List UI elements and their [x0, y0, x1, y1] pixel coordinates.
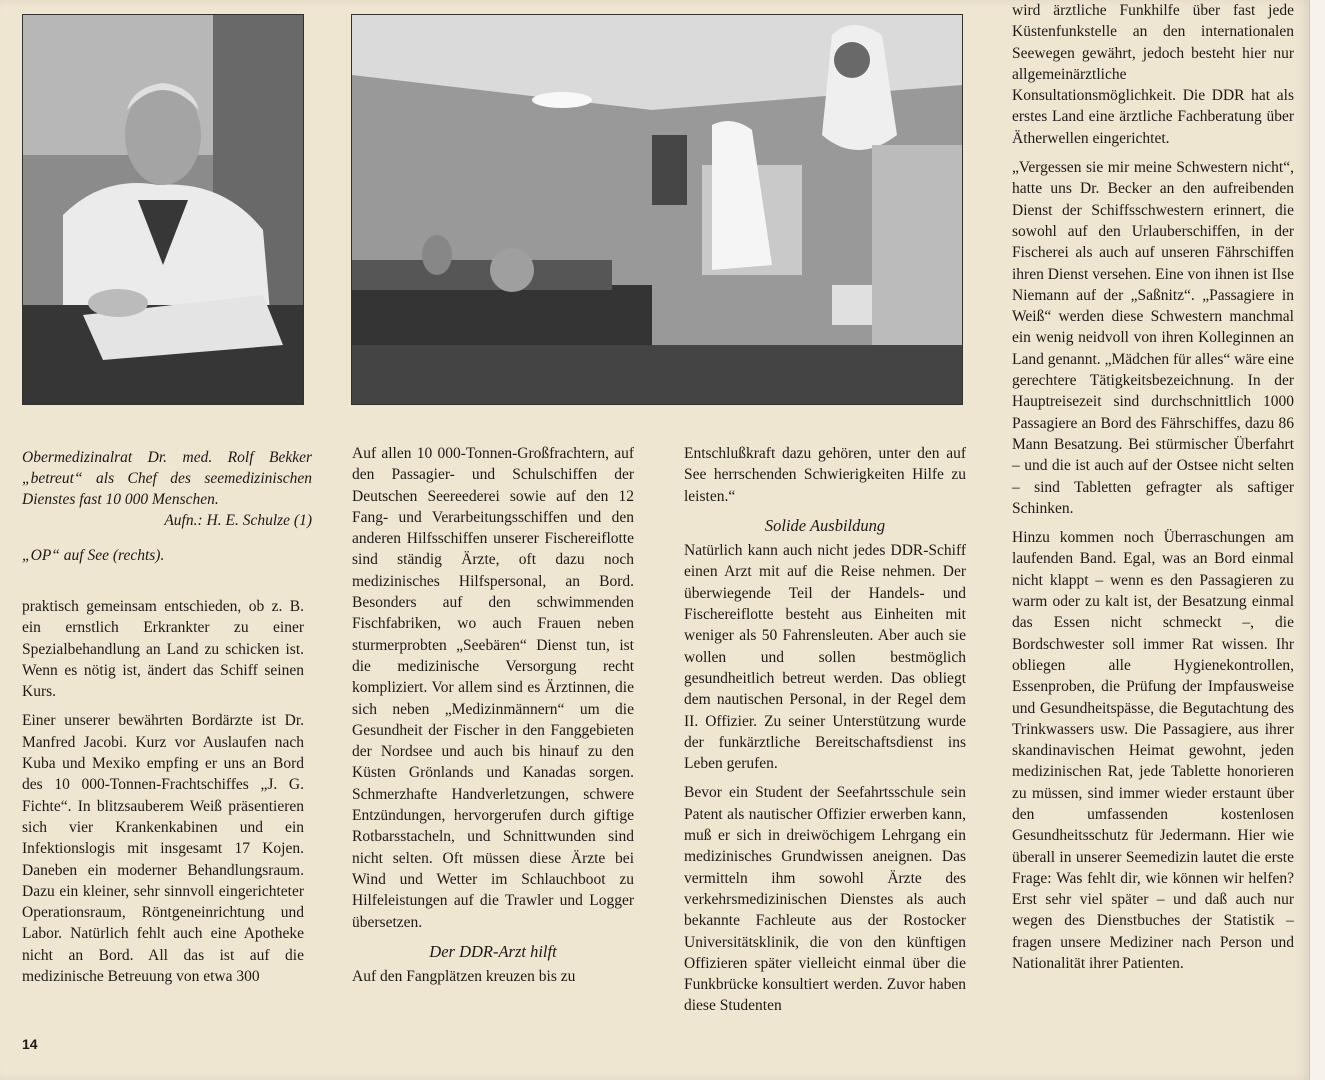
paragraph: Auf allen 10 000-Tonnen-Großfrachtern, auf den Passagier- und Schulschiffen der Deutschen Seereederei sowie auf den 12 Fang- und Verarbeitungsschiffen und den anderen Hilfsschiffen unserer Fischereiflotte sind ständig Ärzte, oft dazu noch medizinisches Hilfspersonal, an Bord. Besonders auf den schwimmenden Fischfabriken, wo auch Frauen neben sturmerprobten „Seebären“ Dienst tun, ist die medizinische Versorgung recht kompliziert. Vor allem sind es Ärztinnen, die sich neben „Medizinmännern“ um die Gesundheit der Fischer in den Fanggebieten der Nordsee und auch bis hinauf zu den Küsten Grönlands und Kanadas sorgen. Schmerzhafte Handverletzungen, schwere Entzündungen, hervorgerufen durch giftige Rotbarsstacheln, und Schnittwunden sind nicht selten. Oft müssen diese Ärzte bei Wind und Wetter im Schlauchboot zu Hilfeleistungen auf die Trawler und Logger übersetzen. [352, 445, 634, 931]
text-column-1 [22, 596, 304, 995]
paragraph: praktisch gemeinsam entschieden, ob z. B. ein ernstlich Erkrankter zu einer Spezialbehandlung an Land zu schicken ist. Wenn es nötig ist, ändert das Schiff seinen Kurs. [22, 598, 304, 701]
text-column-2 [352, 443, 634, 995]
section-heading: Solide Ausbildung [764, 515, 886, 535]
caption-portrait: Obermedizinalrat Dr. med. Rolf Bekker „betreut“ als Chef des seemedizinischen Dienstes fast 10 000 Menschen. [22, 449, 312, 508]
page-edge [1309, 0, 1325, 1080]
paragraph: wird ärztliche Funkhilfe über fast jede Küstenfunkstelle an den internationalen Seewegen gewährt, jedoch besteht hier nur allgemeinärztliche Konsultationsmöglichkeit. Die DDR hat als erstes Land eine ärztliche Fachberatung über Ätherwellen eingerichtet. [1012, 2, 1294, 147]
section-heading: Der DDR-Arzt hilft [429, 941, 557, 961]
operating-room-photo [351, 14, 963, 405]
paragraph: Einer unserer bewährten Bordärzte ist Dr. Manfred Jacobi. Kurz vor Auslaufen nach Kuba und Mexiko empfing er uns an Bord des 10 000-Tonnen-Frachtschiffes „J. G. Fichte“. In blitzsauberem Weiß präsentieren sich vier Krankenkabinen und ein Infektionslogis mit insgesamt 17 Kojen. Daneben ein moderner Behandlungsraum. Dazu ein kleiner, sehr sinnvoll eingerichteter Operationsraum, Röntgeneinrichtung und Labor. Natürlich fehlt auch eine Apotheke nicht an Bord. All das ist auf die medizinische Betreuung von etwa 300 [22, 712, 304, 986]
page-number: 14 [22, 1036, 38, 1052]
paragraph: Entschlußkraft dazu gehören, unter den auf See herrschenden Schwierigkeiten Hilfe zu leisten.“ [684, 445, 966, 505]
caption-op: „OP“ auf See (rechts). [22, 547, 165, 564]
paragraph: Auf den Fangplätzen kreuzen bis zu [352, 968, 576, 986]
portrait-photo [22, 14, 304, 405]
text-column-4 [1012, 0, 1294, 982]
photo-caption [22, 447, 312, 566]
paragraph: „Vergessen sie mir meine Schwestern nicht“, hatte uns Dr. Becker an den aufreibenden Dienst der Schiffsschwestern erinnert, die sowohl auf den Urlauberschiffen, in der Fischerei als auch auf unseren Fährschiffen ihren Dienst versehen. Eine von ihnen ist Ilse Niemann auf der „Saßnitz“. „Passagiere in Weiß“ werden diese Schwestern manchmal ein wenig neidvoll von ihren Kolleginnen an Land genannt. „Mädchen für alles“ wäre eine gerechtere Tätigkeitsbezeichnung. In der Hauptreisezeit sind durchschnittlich 1000 Passagiere an Bord des Fährschiffes, dazu 86 Mann Besatzung. Bei stürmischer Überfahrt – und die ist auch auf der Ostsee nicht selten – sind Tabletten gefragter als saftiger Schinken. [1012, 159, 1294, 517]
paragraph: Natürlich kann auch nicht jedes DDR-Schiff einen Arzt mit auf die Reise nehmen. Der überwiegende Teil der Handels- und Fischereiflotte besteht aus Einheiten mit weniger als 50 Fahrensleuten. Aber auch sie wollen und sollen bestmöglich gesundheitlich betreut werden. Das obliegt dem nautischen Personal, in der Regel dem II. Offizier. Zu seiner Unterstützung wurde der funkärztliche Bereitschaftsdienst ins Leben gerufen. [684, 542, 966, 773]
paragraph: Bevor ein Student der Seefahrtsschule sein Patent als nautischer Offizier erwerben kann, muß er sich in dreiwöchigem Lehrgang ein medizinisches Grundwissen aneignen. Das vermitteln ihm sowohl Ärzte des verkehrsmedizinischen Dienstes als auch bekannte Fachleute aus der Rostocker Universitätsklinik, die von den künftigen Offizieren später vielleicht einmal über die Funkbrücke konsultiert werden. Zuvor haben diese Studenten [684, 784, 966, 1015]
text-column-3 [684, 443, 966, 1025]
paragraph: Hinzu kommen noch Überraschungen am laufenden Band. Egal, was an Bord einmal nicht klappt – wenn es den Passagieren zu warm oder zu kalt ist, der Besatzung einmal das Essen nicht schmeckt –, die Bordschwester soll immer Rat wissen. Ihr obliegen alle Hygienekontrollen, Essenproben, die Prüfung der Impfausweise und Gesundheitspässe, die Begutachtung des Trinkwassers usw. Die Passagiere, aus ihrer skandinavischen Heimat gewohnt, jeden medizinischen Rat, jede Tablette honorieren zu müssen, sind immer wieder erstaunt über den umfassenden kostenlosen Gesundheitsschutz für Jedermann. Hier wie überall in unserer Seemedizin lautet die erste Frage: Was fehlt dir, wie können wir helfen? Erst sehr viel später – und daß auch nur wegen des Dienstbuches der Statistik – fragen unsere Mediziner nach Person und Nationalität ihrer Patienten. [1012, 529, 1294, 973]
photo-credit: Aufn.: H. E. Schulze (1) [164, 512, 312, 529]
